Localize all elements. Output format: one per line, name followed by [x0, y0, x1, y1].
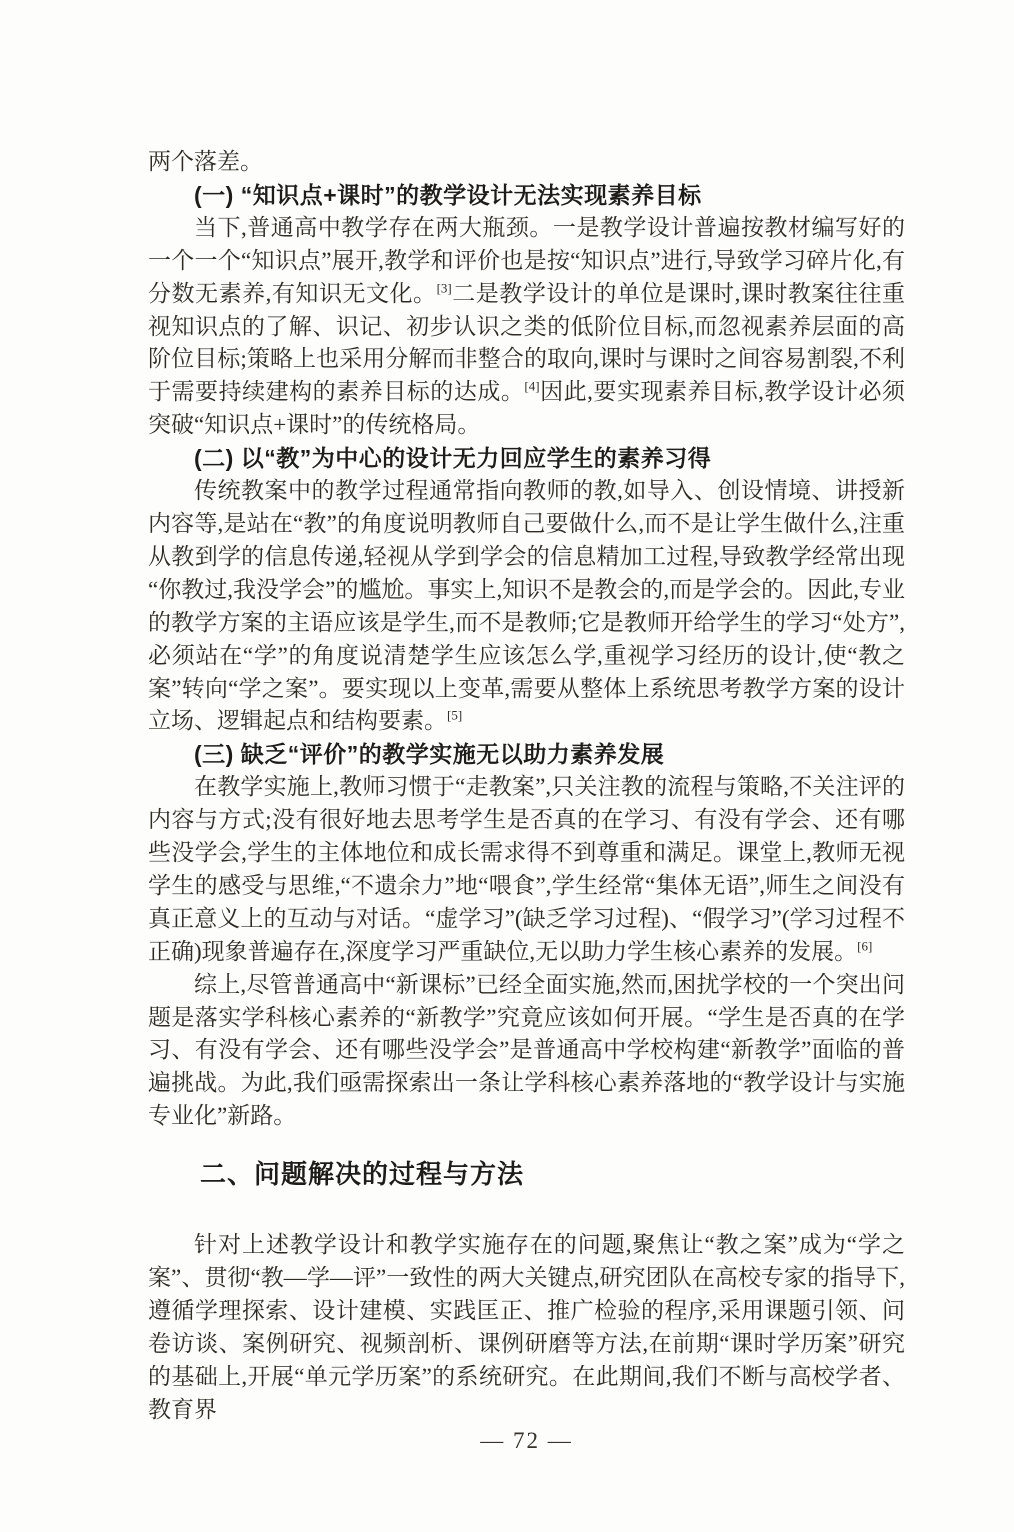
paragraph	[148, 969, 905, 1134]
text-run: 综上,尽管普通高中“新课标”已经全面实施,然而,困扰学校的一个突出问题是落实学科核心素养的“新教学”究竟应该如何开展。“学生是否真的在学习、有没有学会、还有哪些没学会”是普通高中学校构建“新教学”面临的普遍挑战。为此,我们亟需探索出一条让学科核心素养落地的“教学设计与实施专业化”新路。	[148, 971, 905, 1129]
footnote-ref: [3]	[436, 279, 452, 295]
footnote-ref: [6]	[857, 938, 873, 954]
subheading	[148, 442, 905, 475]
text-run: 二是教学设计的单位是课时,课时教案往往重视知识点的了解、识记、初步认识之类的低阶位目标,而忽视素养层面的高阶位目标;策略上也采用分解而非整合的取向,课时与课时之间容易割裂,不利于需要持续建构的素养目标的达成。	[148, 280, 906, 405]
paragraph	[148, 212, 905, 442]
text-run: 因此,要实现素养目标,教学设计必须突破“知识点+课时”的传统格局。	[148, 379, 906, 438]
text-run: (二) 以“教”为中心的设计无力回应学生的素养习得	[194, 445, 712, 472]
text-run: 在教学实施上,教师习惯于“走教案”,只关注教的流程与策略,不关注评的内容与方式;没有很好地去思考学生是否真的在学习、有没有学会、还有哪些没学会,学生的主体地位和成长需求得不到尊重和满足。课堂上,教师无视学生的感受与思维,“不遗余力”地“喂食”,学生经常“集体无语”,师生之间没有真正意义上的互动与对话。“虚学习”(缺乏学习过程)、“假学习”(学习过程不正确)现象普遍存在,深度学习严重缺位,无以助力学生核心素养的发展。	[148, 774, 905, 964]
subheading	[148, 179, 905, 212]
text-run: (一) “知识点+课时”的教学设计无法实现素养目标	[194, 181, 702, 208]
paragraph	[148, 771, 905, 968]
paragraph-continuation	[148, 146, 905, 179]
text-run: 传统教案中的教学过程通常指向教师的教,如导入、创设情境、讲授新内容等,是站在“教”的角度说明教师自己要做什么,而不是让学生做什么,注重从教到学的信息传递,轻视从学到学会的信息精加工过程,导致教学经常出现“你教过,我没学会”的尴尬。事实上,知识不是教会的,而是学会的。因此,专业的教学方案的主语应该是学生,而不是教师;它是教师开给学生的学习“处方”,必须站在“学”的角度说清楚学生应该怎么学,重视学习经历的设计,使“教之案”转向“学之案”。要实现以上变革,需要从整体上系统思考教学方案的设计立场、逻辑起点和结构要素。	[148, 478, 905, 734]
text-run: 两个落差。	[148, 149, 263, 174]
text-run: 二、问题解决的过程与方法	[200, 1159, 525, 1190]
text-run: 针对上述教学设计和教学实施存在的问题,聚焦让“教之案”成为“学之案”、贯彻“教—学—评”一致性的两大关键点,研究团队在高校专家的指导下,遵循学理探索、设计建模、实践匡正、推广检验的程序,采用课题引领、问卷访谈、案例研究、视频剖析、课例研磨等方法,在前期“课时学历案”研究的基础上,开展“单元学历案”的系统研究。在此期间,我们不断与高校学者、教育界	[148, 1232, 905, 1422]
footnote-ref: [4]	[524, 378, 540, 394]
text-run: (三) 缺乏“评价”的教学实施无以助力素养发展	[194, 741, 665, 768]
text-run: 当下,普通高中教学存在两大瓶颈。一是教学设计普遍按教材编写好的一个一个“知识点”展开,教学和评价也是按“知识点”进行,导致学习碎片化,有分数无素养,有知识无文化。	[148, 214, 905, 306]
paragraph	[148, 1229, 905, 1426]
page-number: — 72 —	[480, 1428, 573, 1453]
paragraph	[148, 475, 905, 738]
footnote-ref: [5]	[447, 707, 463, 723]
section-heading	[148, 1155, 905, 1193]
subheading	[148, 738, 905, 771]
document-content	[148, 146, 905, 1427]
